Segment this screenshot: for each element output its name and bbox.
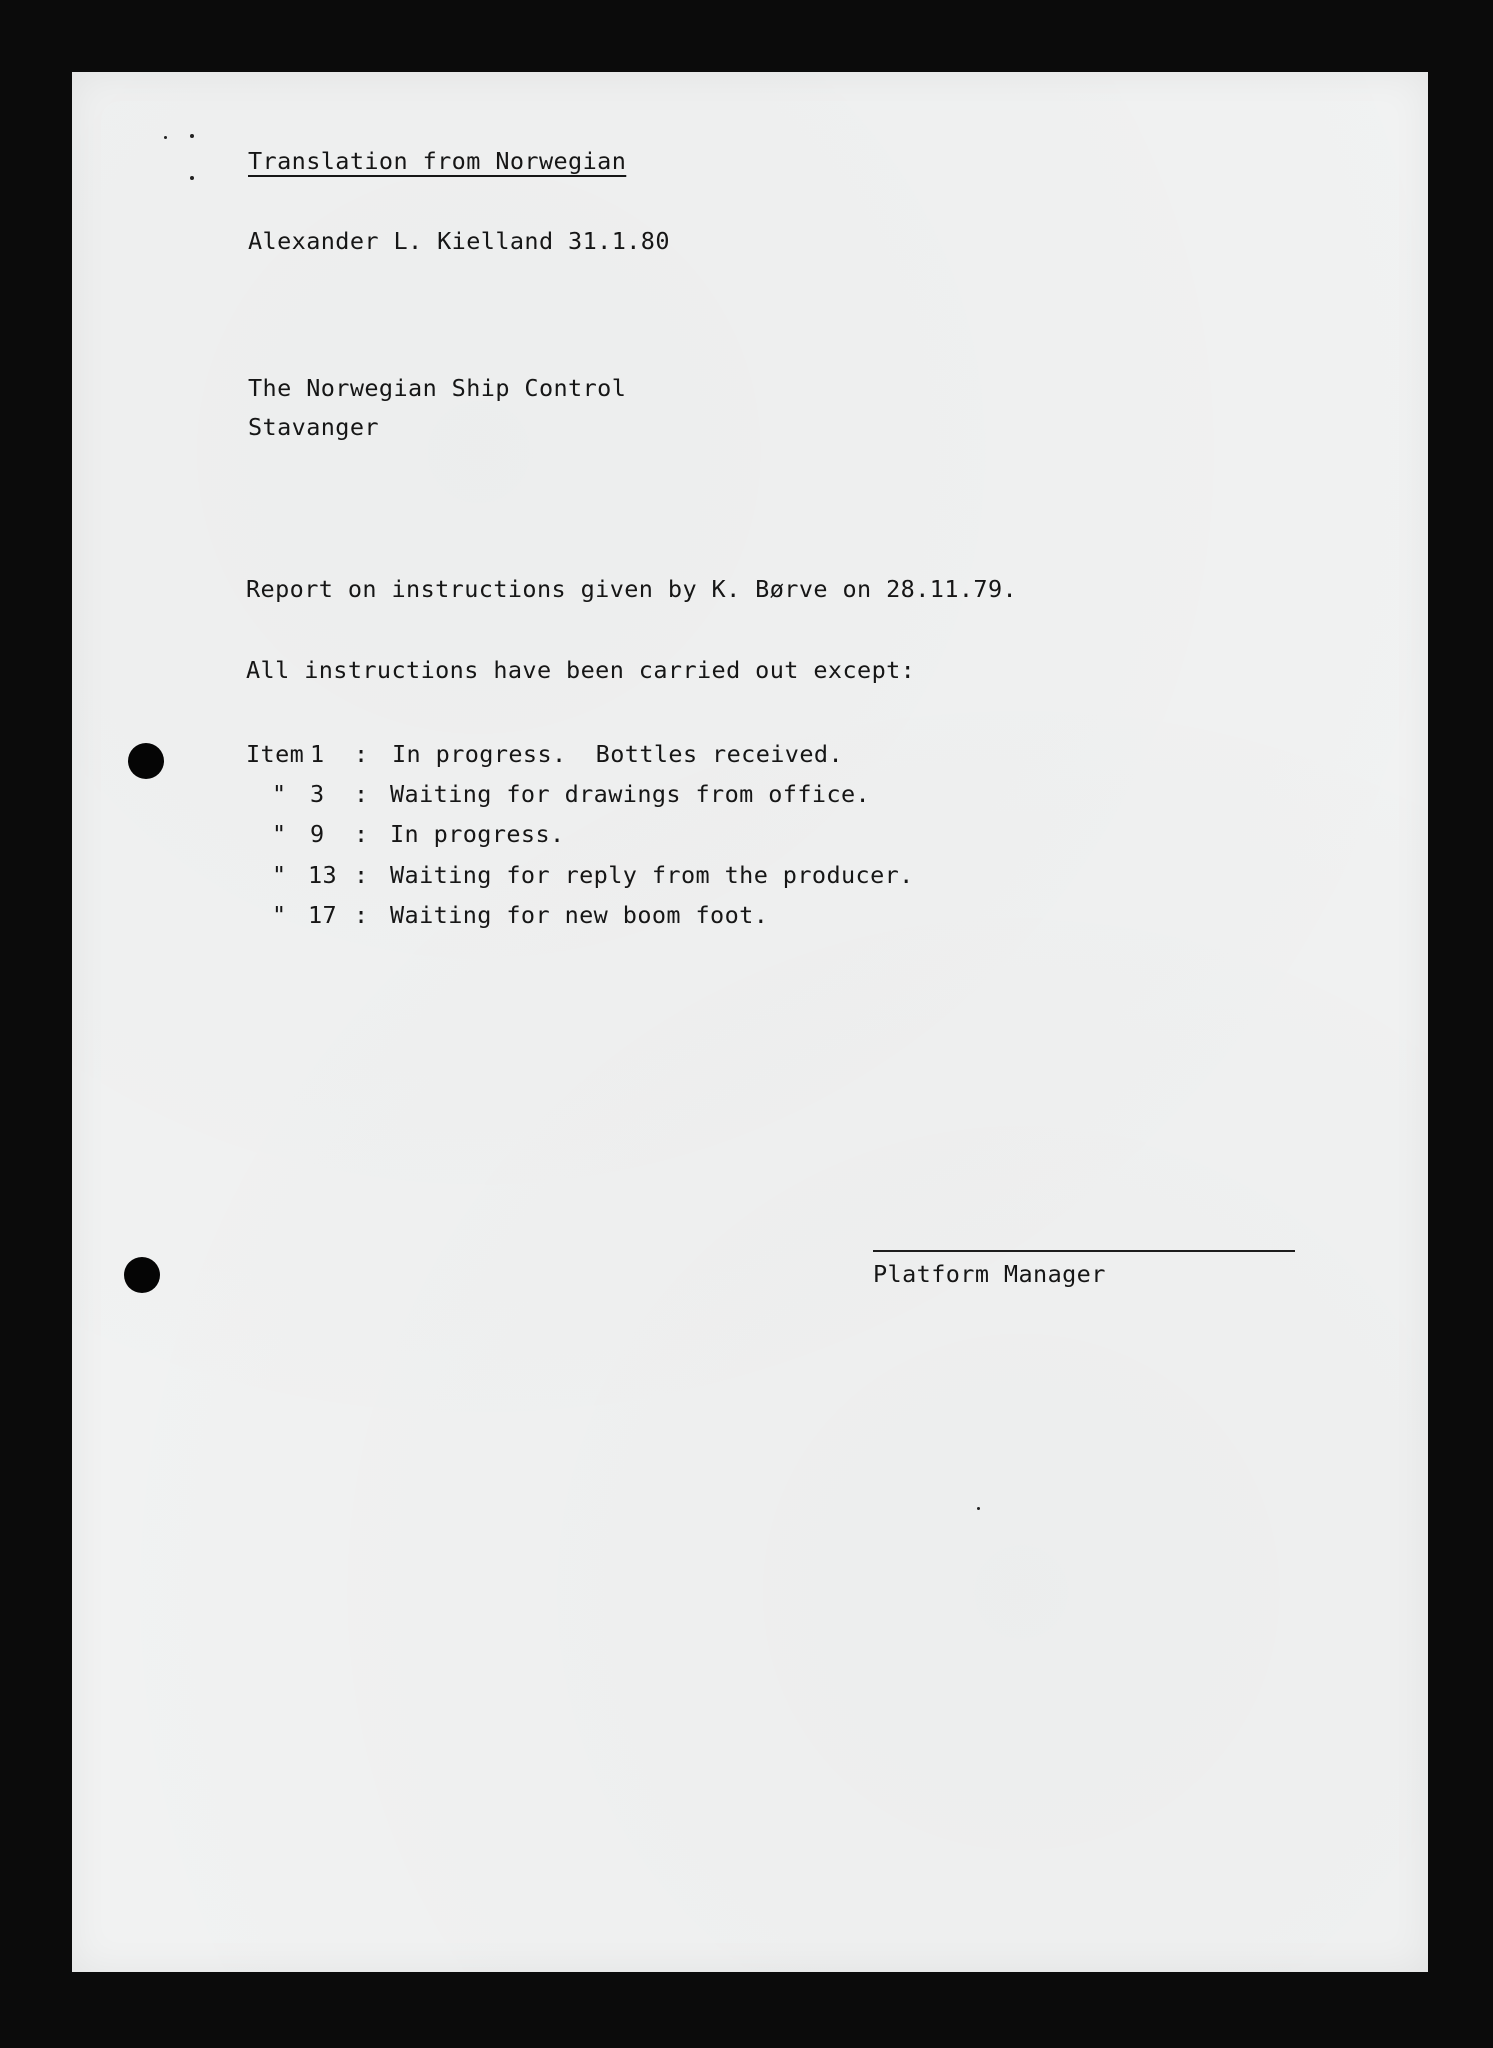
list-item [246,861,914,891]
ink-speck [164,136,167,139]
punch-hole-top [128,743,164,779]
item-colon: : [354,861,369,889]
list-item [246,780,871,810]
punch-hole-bottom [124,1257,160,1293]
recipient-line-1: The Norwegian Ship Control [248,374,627,402]
ink-speck [977,1507,980,1510]
document-heading: Translation from Norwegian [248,147,627,175]
dateline: Alexander L. Kielland 31.1.80 [248,227,670,255]
signature-line [873,1250,1295,1252]
item-number: 3 [310,780,325,808]
list-item [246,740,843,770]
ditto-mark: " [272,820,287,848]
list-item [246,901,769,931]
item-colon: : [354,820,369,848]
intro-line: All instructions have been carried out except: [246,656,916,684]
ink-speck [190,176,194,180]
report-line: Report on instructions given by K. Børve on 28.11.79. [246,575,1018,603]
item-colon: : [354,740,369,768]
ditto-mark: " [272,780,287,808]
item-status: In progress. [390,820,565,848]
item-label: Item [246,740,305,768]
ditto-mark: " [272,861,287,889]
list-item [246,820,565,850]
item-status: Waiting for new boom foot. [390,901,769,929]
ink-speck [190,134,194,138]
item-number: 17 [308,901,338,929]
item-colon: : [354,780,369,808]
item-number: 9 [310,820,325,848]
item-number: 1 [310,740,325,768]
item-status: In progress. Bottles received. [392,740,843,768]
item-number: 13 [308,861,338,889]
recipient-line-2: Stavanger [248,413,379,441]
ditto-mark: " [272,901,287,929]
item-status: Waiting for reply from the producer. [390,861,914,889]
signature-caption: Platform Manager [873,1260,1106,1288]
item-colon: : [354,901,369,929]
item-status: Waiting for drawings from office. [390,780,871,808]
